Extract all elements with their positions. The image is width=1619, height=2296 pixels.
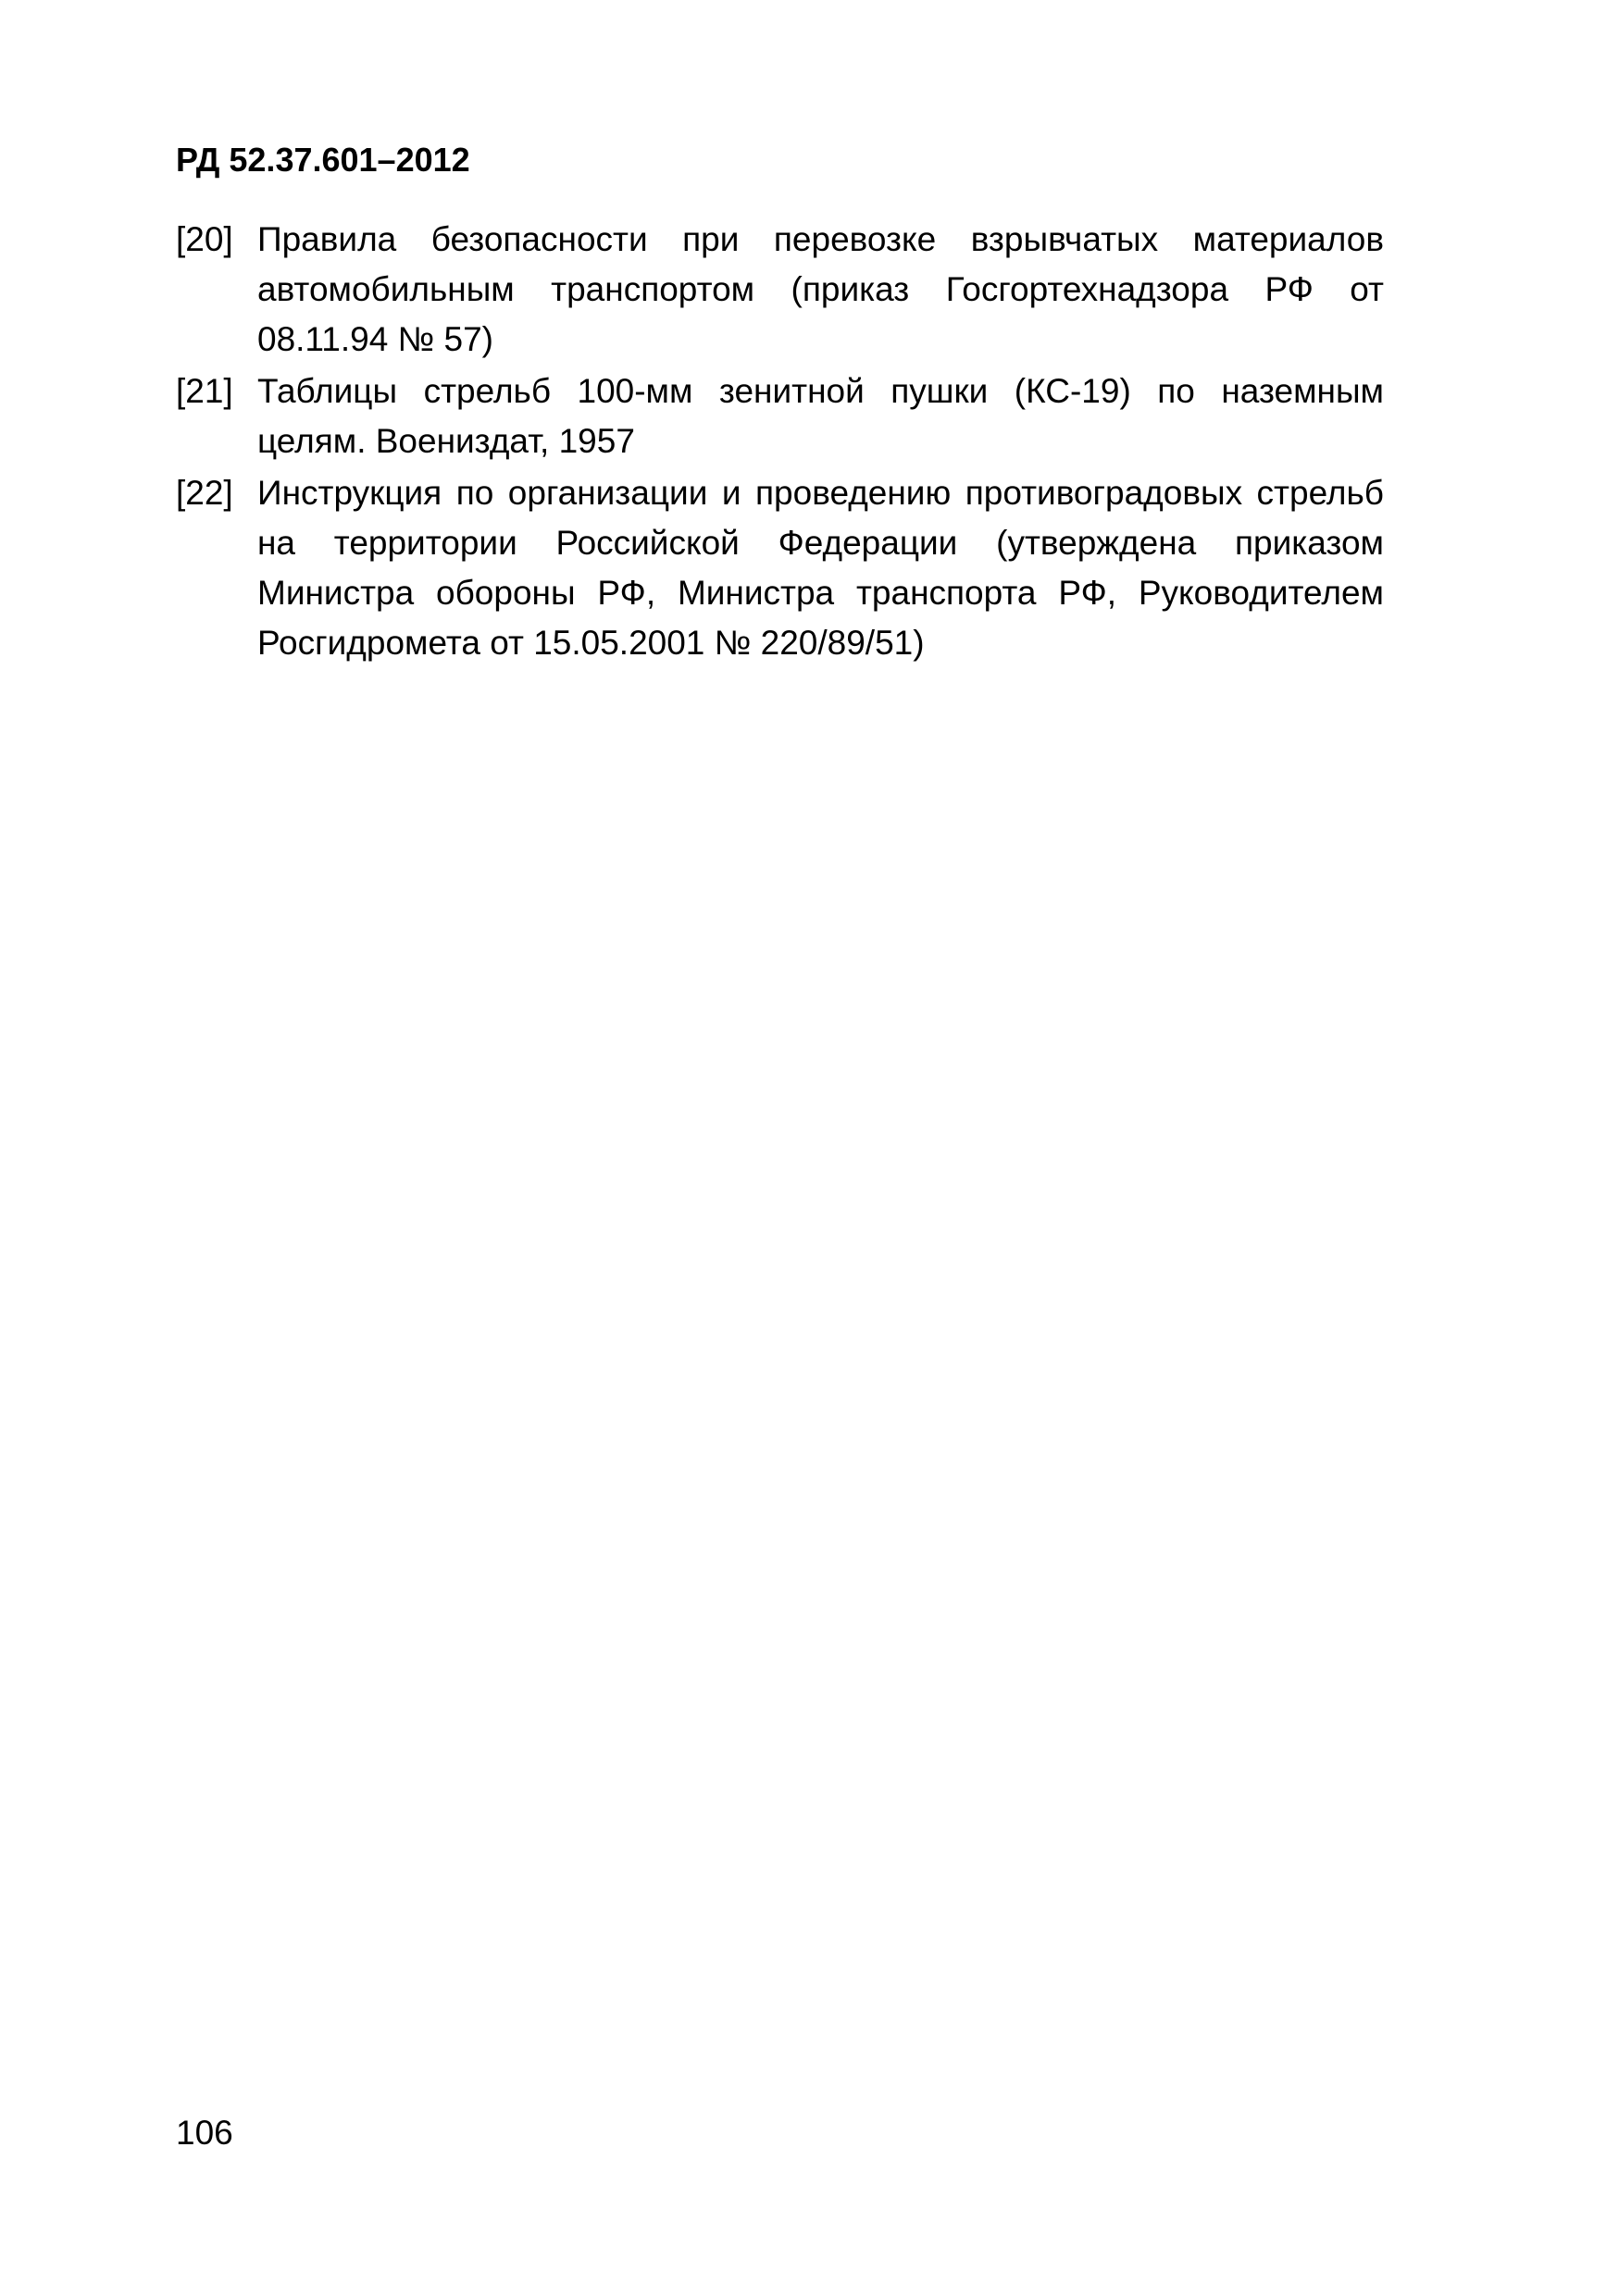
reference-item-21 (176, 366, 1384, 466)
reference-text: Таблицы стрельб 100-мм зенитной пушки (КС-19) по наземным целям. Воениздат, 1957 (257, 372, 1384, 460)
page-number: 106 (176, 2114, 233, 2152)
reference-number: [21] (176, 372, 233, 410)
reference-text: Правила безопасности при перевозке взрывчатых материалов автомобильным транспортом (приказ Госгортехнадзора РФ от 08.11.94 № 57) (257, 220, 1384, 358)
reference-item-20 (176, 215, 1384, 365)
reference-number: [22] (176, 474, 233, 512)
document-code-header: РД 52.37.601–2012 (176, 141, 470, 179)
reference-number: [20] (176, 220, 233, 258)
references-list (176, 215, 1384, 670)
reference-item-22 (176, 468, 1384, 668)
reference-text: Инструкция по организации и проведению противоградовых стрельб на территории Российской Федерации (утверждена приказом Министра обороны РФ, Министра транспорта РФ, Руководителем Росгидромета от 15.05.2001 № 220/89/51) (257, 474, 1384, 662)
